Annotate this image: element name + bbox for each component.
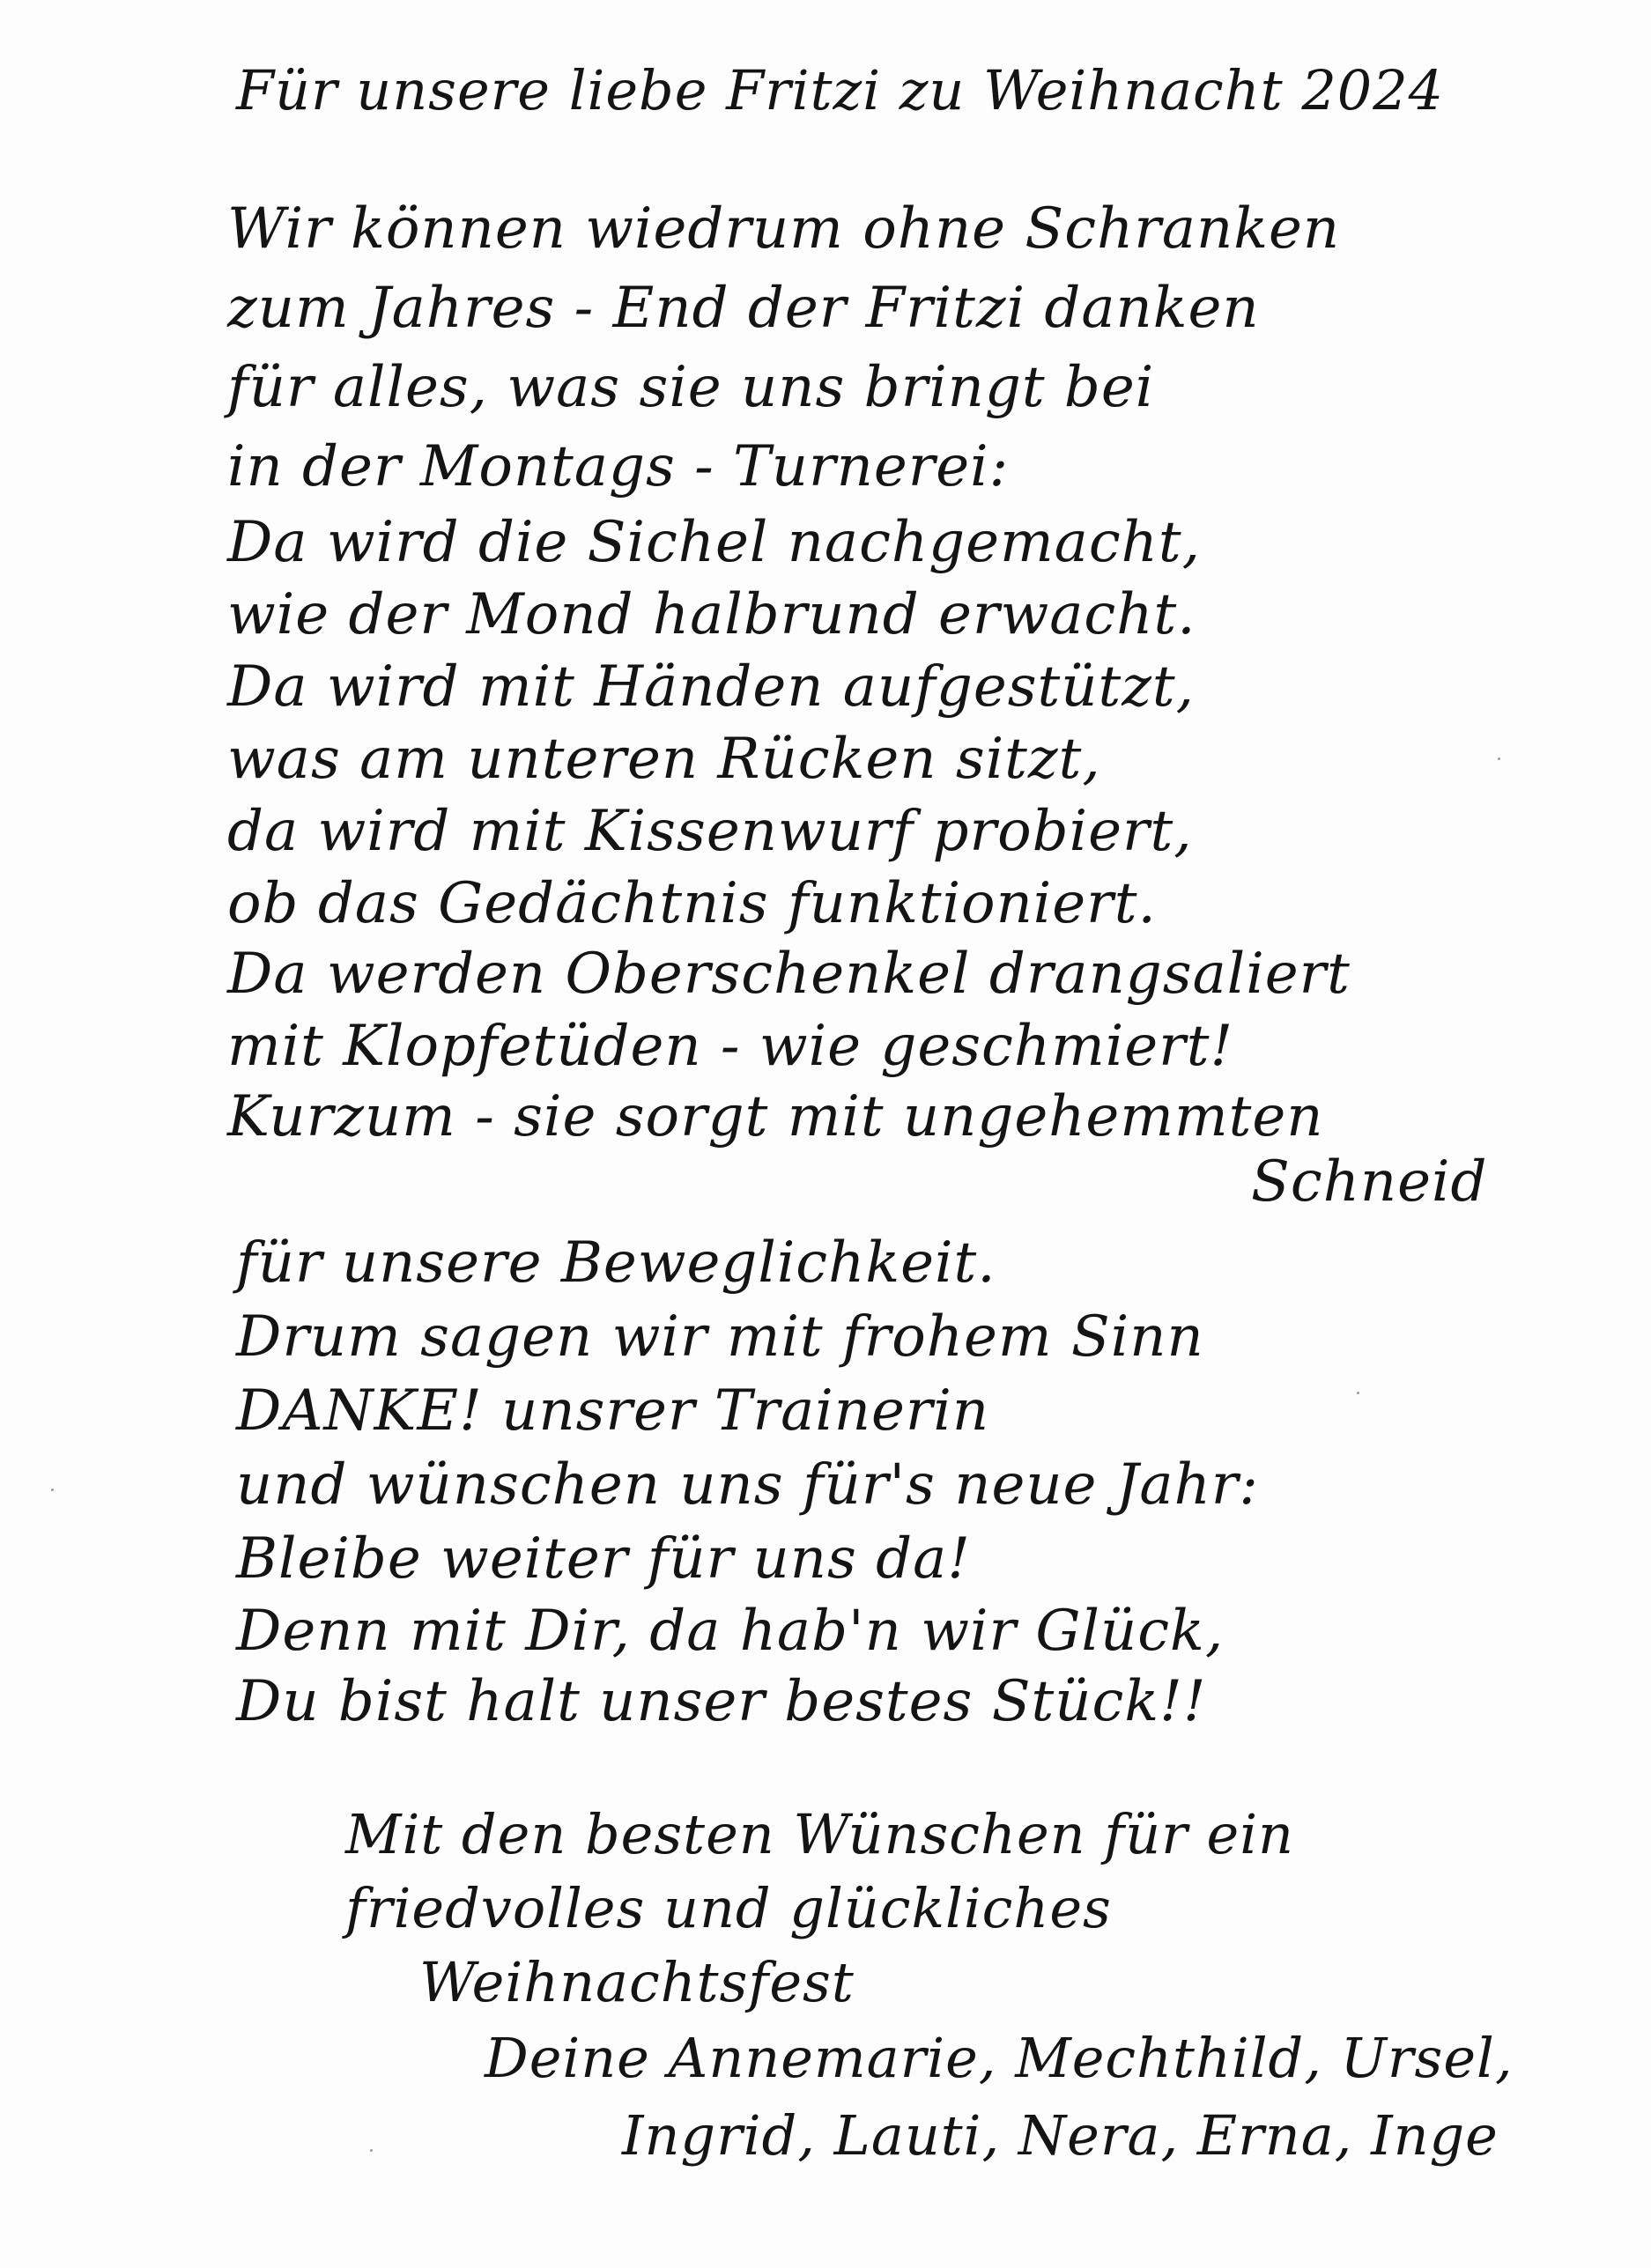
poem-line: Wir können wiedrum ohne Schranken [227, 196, 1341, 262]
poem-line: Da wird die Sichel nachgemacht, [227, 510, 1201, 575]
poem-line: Kurzum - sie sorgt mit ungehemmten [227, 1084, 1324, 1149]
poem-line: zum Jahres - End der Fritzi danken [227, 276, 1260, 341]
poem-line: was am unteren Rücken sitzt, [227, 727, 1101, 792]
poem-line: Du bist halt unser bestes Stück!! [236, 1669, 1207, 1734]
signature-line: Deine Annemarie, Mechthild, Ursel, [485, 2026, 1514, 2090]
poem-line: in der Montags - Turnerei: [227, 434, 1010, 499]
poem-line: ob das Gedächtnis funktioniert. [227, 871, 1157, 936]
paper-speck [1498, 757, 1500, 760]
greeting-line: friedvolles und glückliches [345, 1876, 1112, 1940]
paper-speck [51, 1489, 54, 1491]
poem-line: für alles, was sie uns bringt bei [227, 355, 1155, 420]
poem-line: Bleibe weiter für uns da! [236, 1526, 971, 1592]
poem-line: Da werden Oberschenkel drangsaliert [227, 942, 1351, 1007]
poem-line: Denn mit Dir, da hab'n wir Glück, [236, 1599, 1225, 1664]
signature-line: Ingrid, Lauti, Nera, Erna, Inge [622, 2103, 1499, 2168]
poem-line: DANKE! unsrer Trainerin [236, 1378, 990, 1444]
paper-speck [1357, 1392, 1359, 1394]
letter-title: Für unsere liebe Fritzi zu Weihnacht 2024 [236, 58, 1445, 122]
poem-line: Schneid [1251, 1149, 1488, 1215]
poem-line: wie der Mond halbrund erwacht. [227, 582, 1196, 647]
greeting-line: Mit den besten Wünschen für ein [345, 1802, 1294, 1866]
poem-line: da wird mit Kissenwurf probiert, [227, 799, 1193, 864]
poem-line: Drum sagen wir mit frohem Sinn [236, 1304, 1204, 1370]
poem-line: Da wird mit Händen aufgestützt, [227, 654, 1195, 720]
poem-line: für unsere Beweglichkeit. [236, 1230, 996, 1296]
poem-line: mit Klopfetüden - wie geschmiert! [227, 1014, 1234, 1079]
poem-line: und wünschen uns für's neue Jahr: [236, 1452, 1259, 1518]
paper-speck [370, 2149, 373, 2152]
greeting-line: Weihnachtsfest [419, 1950, 855, 2014]
